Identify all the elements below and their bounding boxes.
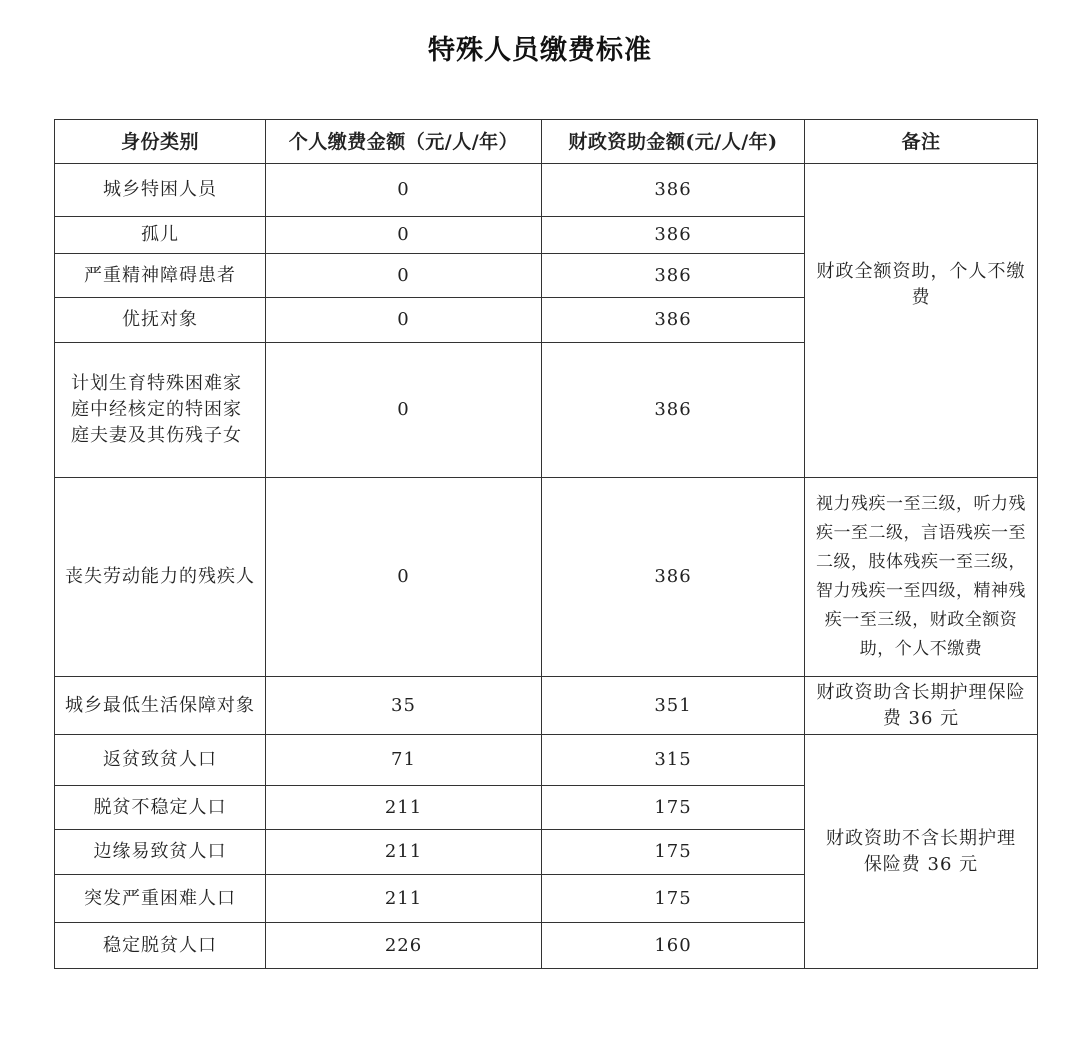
category-cell: 孤儿 [55, 217, 266, 254]
subsidy-cell: 386 [542, 217, 805, 254]
table-row [55, 164, 1038, 217]
subsidy-cell: 315 [542, 735, 805, 786]
note-cell-disability: 视力残疾一至三级，听力残疾一至二级，言语残疾一至二级，肢体残疾一至三级，智力残疾一至四级，精神残疾一至三级，财政全额资助，个人不缴费 [805, 478, 1038, 677]
category-cell: 城乡特困人员 [55, 164, 266, 217]
page-title: 特殊人员缴费标准 [428, 35, 652, 66]
table-row [55, 478, 1038, 677]
personal-fee-cell: 0 [266, 164, 542, 217]
personal-fee-cell: 226 [266, 923, 542, 969]
subsidy-cell: 386 [542, 164, 805, 217]
category-cell: 脱贫不稳定人口 [55, 786, 266, 830]
subsidy-cell: 386 [542, 478, 805, 677]
personal-fee-cell: 35 [266, 677, 542, 735]
header-category: 身份类别 [55, 120, 266, 164]
note-cell-min-living: 财政资助含长期护理保险费 36 元 [805, 677, 1038, 735]
personal-fee-cell: 0 [266, 254, 542, 298]
header-notes: 备注 [805, 120, 1038, 164]
subsidy-cell: 351 [542, 677, 805, 735]
personal-fee-cell: 71 [266, 735, 542, 786]
header-personal-fee: 个人缴费金额（元/人/年） [266, 120, 542, 164]
personal-fee-cell: 0 [266, 478, 542, 677]
category-cell: 优抚对象 [55, 298, 266, 343]
table-row [55, 735, 1038, 786]
header-subsidy: 财政资助金额(元/人/年) [542, 120, 805, 164]
category-cell: 突发严重困难人口 [55, 875, 266, 923]
category-cell: 丧失劳动能力的残疾人 [55, 478, 266, 677]
personal-fee-cell: 0 [266, 343, 542, 478]
category-cell: 计划生育特殊困难家庭中经核定的特困家庭夫妻及其伤残子女 [55, 343, 266, 478]
subsidy-cell: 160 [542, 923, 805, 969]
category-cell: 边缘易致贫人口 [55, 830, 266, 875]
note-cell-poverty: 财政资助不含长期护理保险费 36 元 [805, 735, 1038, 969]
personal-fee-cell: 211 [266, 786, 542, 830]
category-cell: 稳定脱贫人口 [55, 923, 266, 969]
category-cell: 严重精神障碍患者 [55, 254, 266, 298]
subsidy-cell: 175 [542, 875, 805, 923]
table-row [55, 677, 1038, 735]
subsidy-cell: 175 [542, 830, 805, 875]
personal-fee-cell: 211 [266, 830, 542, 875]
personal-fee-cell: 211 [266, 875, 542, 923]
note-cell-full-subsidy: 财政全额资助，个人不缴费 [805, 164, 1038, 478]
subsidy-cell: 386 [542, 343, 805, 478]
table-header-row [55, 120, 1038, 164]
personal-fee-cell: 0 [266, 298, 542, 343]
subsidy-cell: 386 [542, 254, 805, 298]
personal-fee-cell: 0 [266, 217, 542, 254]
subsidy-cell: 386 [542, 298, 805, 343]
category-cell: 返贫致贫人口 [55, 735, 266, 786]
subsidy-cell: 175 [542, 786, 805, 830]
fee-standard-table [54, 119, 1038, 969]
category-cell: 城乡最低生活保障对象 [55, 677, 266, 735]
